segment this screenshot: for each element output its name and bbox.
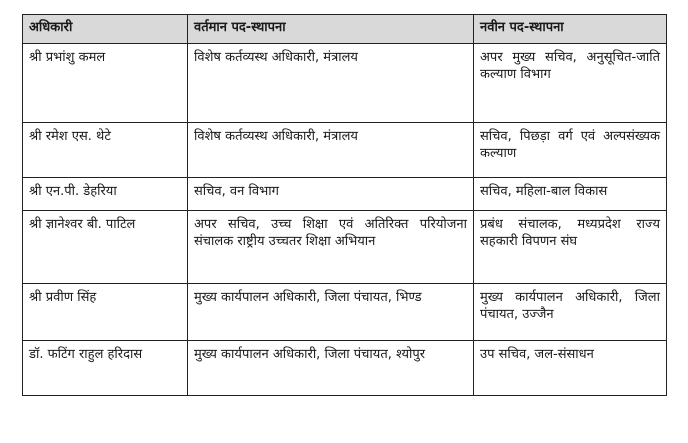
new-posting-cell: प्रबंध संचालक, मध्यप्रदेश राज्य सहकारी विपणन संघ xyxy=(474,211,667,284)
current-posting-cell: अपर सचिव, उच्च शिक्षा एवं अतिरिक्त परियोजना संचालक राष्ट्रीय उच्चतर शिक्षा अभियान xyxy=(188,211,474,284)
table-row xyxy=(23,284,667,341)
new-posting-cell: सचिव, महिला-बाल विकास xyxy=(474,178,667,211)
current-posting-cell: विशेष कर्तव्यस्थ अधिकारी, मंत्रालय xyxy=(188,44,474,123)
officer-cell: श्री प्रवीण सिंह xyxy=(23,284,188,341)
new-posting-cell: सचिव, पिछड़ा वर्ग एवं अल्पसंख्यक कल्याण xyxy=(474,123,667,178)
header-new-posting: नवीन पद-स्थापना xyxy=(474,15,667,44)
new-posting-cell: अपर मुख्य सचिव, अनुसूचित-जाति कल्याण विभाग xyxy=(474,44,667,123)
current-posting-cell: विशेष कर्तव्यस्थ अधिकारी, मंत्रालय xyxy=(188,123,474,178)
new-posting-cell: मुख्य कार्यपालन अधिकारी, जिला पंचायत, उज्जैन xyxy=(474,284,667,341)
officer-cell: श्री प्रभांशु कमल xyxy=(23,44,188,123)
header-current-posting: वर्तमान पद-स्थापना xyxy=(188,15,474,44)
table-row xyxy=(23,44,667,123)
posting-table xyxy=(22,14,667,396)
table-row xyxy=(23,178,667,211)
table-row xyxy=(23,123,667,178)
table-header-row xyxy=(23,15,667,44)
current-posting-cell: सचिव, वन विभाग xyxy=(188,178,474,211)
header-officer: अधिकारी xyxy=(23,15,188,44)
officer-cell: डॉ. फटिंग राहुल हरिदास xyxy=(23,341,188,396)
table-row xyxy=(23,341,667,396)
new-posting-cell: उप सचिव, जल-संसाधन xyxy=(474,341,667,396)
officer-cell: श्री रमेश एस. थेटे xyxy=(23,123,188,178)
current-posting-cell: मुख्य कार्यपालन अधिकारी, जिला पंचायत, श्योपुर xyxy=(188,341,474,396)
officer-cell: श्री ज्ञानेश्वर बी. पाटिल xyxy=(23,211,188,284)
posting-table-container xyxy=(22,14,666,396)
current-posting-cell: मुख्य कार्यपालन अधिकारी, जिला पंचायत, भिण्ड xyxy=(188,284,474,341)
officer-cell: श्री एन.पी. डेहरिया xyxy=(23,178,188,211)
table-row xyxy=(23,211,667,284)
